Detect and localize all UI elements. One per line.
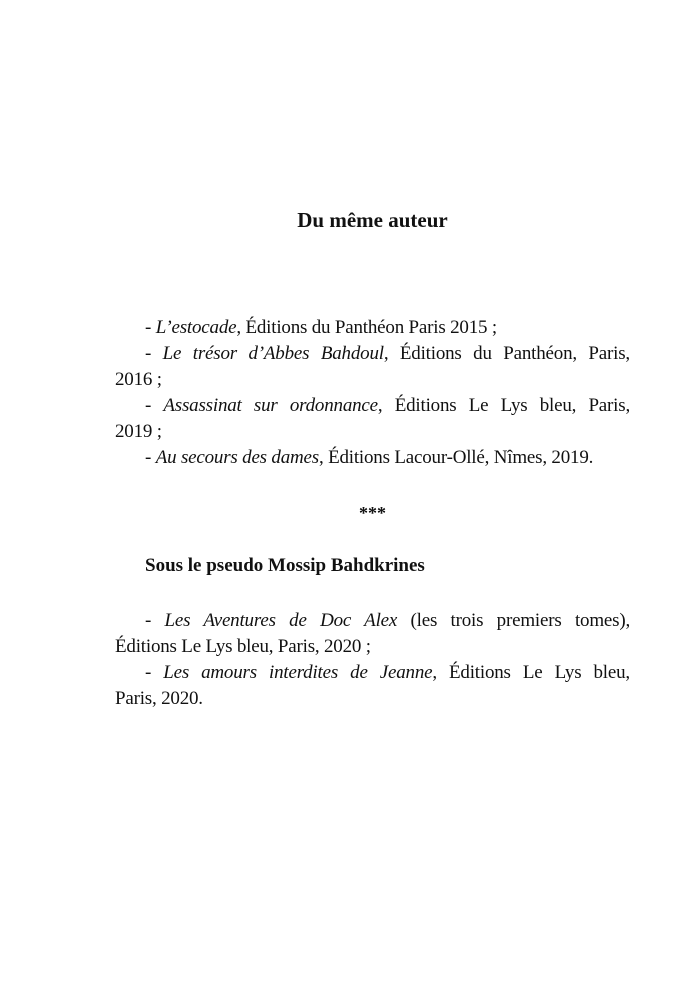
book-title: Le trésor d’Abbes Bahdoul xyxy=(162,343,384,364)
pseudo-bibliography-list xyxy=(115,608,630,712)
list-item: - Au secours des dames, Éditions Lacour-Ollé, Nîmes, 2019. xyxy=(145,447,594,468)
book-title: L’estocade xyxy=(155,317,237,338)
bibliography-list xyxy=(115,315,630,471)
book-title: Au secours des dames xyxy=(155,447,319,468)
list-item-continuation: Paris, 2020. xyxy=(115,688,203,709)
list-item: - Les Aventures de Doc Alex (les trois premiers tomes), xyxy=(145,610,631,631)
section-separator: *** xyxy=(359,503,386,523)
list-item: - L’estocade, Éditions du Panthéon Paris 2015 ; xyxy=(145,317,497,338)
list-item-continuation: 2019 ; xyxy=(115,421,162,442)
list-item: - Assassinat sur ordonnance, Éditions Le Lys bleu, Paris, xyxy=(145,395,630,416)
list-item: - Le trésor d’Abbes Bahdoul, Éditions du Panthéon, Paris, xyxy=(145,343,630,364)
page-title: Du même auteur xyxy=(297,208,448,232)
pseudo-heading: Sous le pseudo Mossip Bahdkrines xyxy=(145,555,425,576)
list-item-continuation: 2016 ; xyxy=(115,369,162,390)
book-title: Les amours interdites de Jeanne xyxy=(163,662,433,683)
book-title: Assassinat sur ordonnance xyxy=(163,395,378,416)
list-item: - Les amours interdites de Jeanne, Éditions Le Lys bleu, xyxy=(145,662,630,683)
book-title: Les Aventures de Doc Alex xyxy=(164,610,398,631)
list-item-continuation: Éditions Le Lys bleu, Paris, 2020 ; xyxy=(115,636,371,657)
